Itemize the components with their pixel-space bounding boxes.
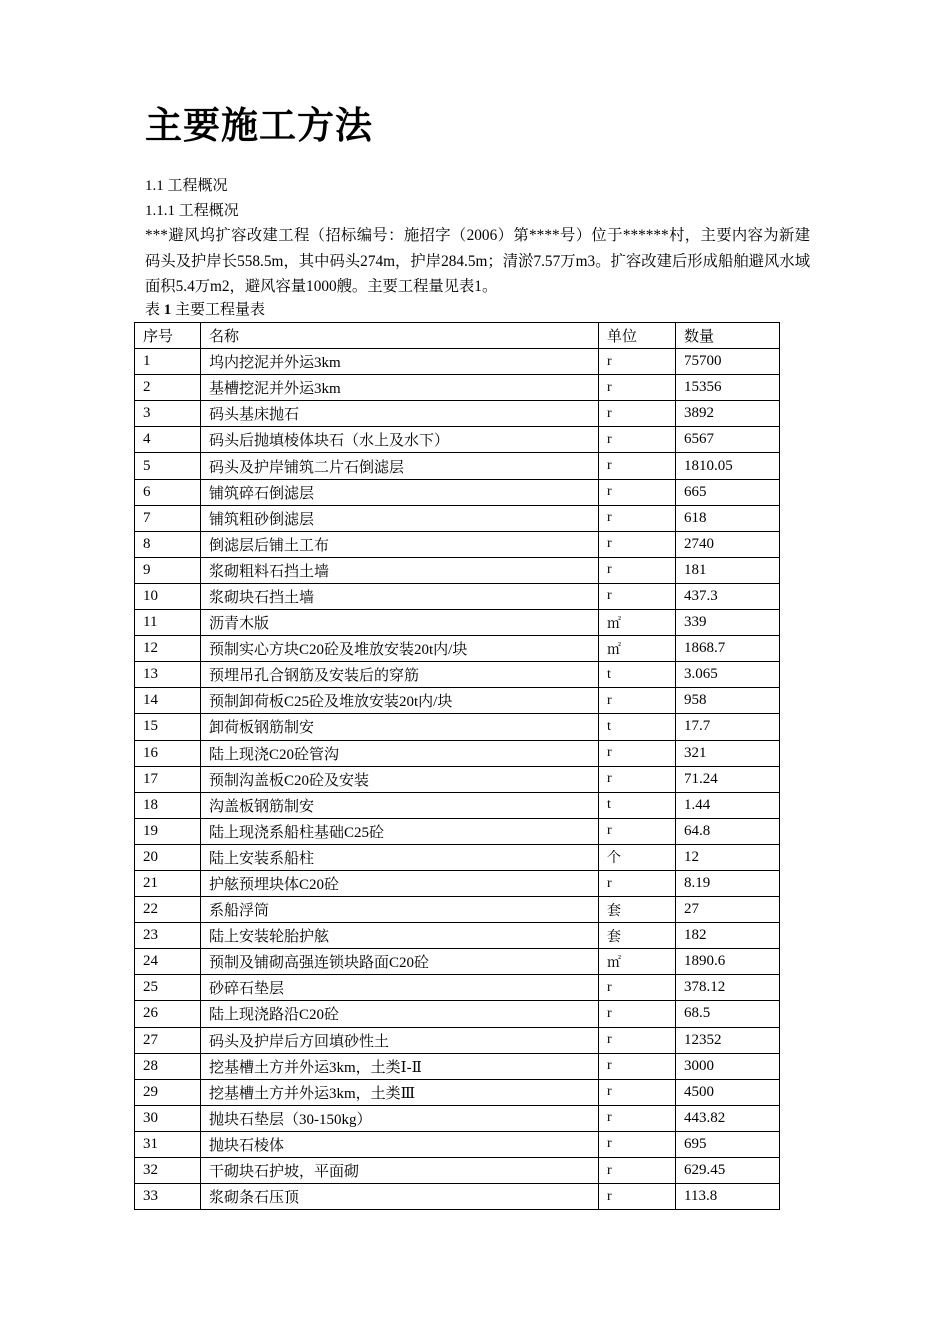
table-row: [135, 818, 780, 844]
header-quantity: 数量: [676, 323, 780, 349]
table-row: [135, 897, 780, 923]
table-row: [135, 505, 780, 531]
cell-name: 卸荷板钢筋制安: [201, 714, 599, 740]
cell-index: 3: [135, 401, 201, 427]
cell-name: 陆上安装轮胎护舷: [201, 923, 599, 949]
cell-index: 20: [135, 844, 201, 870]
cell-quantity: 12352: [676, 1027, 780, 1053]
cell-unit: r: [599, 453, 676, 479]
table-row: [135, 479, 780, 505]
cell-quantity: 68.5: [676, 1001, 780, 1027]
cell-name: 护舷预埋块体C20砼: [201, 870, 599, 896]
cell-unit: r: [599, 766, 676, 792]
section-heading: 1.1 工程概况: [145, 178, 228, 194]
cell-index: 32: [135, 1158, 201, 1184]
cell-quantity: 64.8: [676, 818, 780, 844]
table-row: [135, 531, 780, 557]
cell-index: 26: [135, 1001, 201, 1027]
cell-unit: ㎡: [599, 949, 676, 975]
cell-unit: r: [599, 401, 676, 427]
cell-quantity: 665: [676, 479, 780, 505]
cell-unit: t: [599, 714, 676, 740]
cell-quantity: 378.12: [676, 975, 780, 1001]
table-row: [135, 740, 780, 766]
cell-index: 23: [135, 923, 201, 949]
cell-index: 2: [135, 375, 201, 401]
cell-unit: r: [599, 557, 676, 583]
table-row: [135, 1105, 780, 1131]
cell-quantity: 437.3: [676, 583, 780, 609]
table-row: [135, 349, 780, 375]
cell-quantity: 695: [676, 1131, 780, 1157]
cell-name: 预制及铺砌高强连锁块路面C20砼: [201, 949, 599, 975]
cell-quantity: 3000: [676, 1053, 780, 1079]
header-name: 名称: [201, 323, 599, 349]
cell-index: 8: [135, 531, 201, 557]
cell-index: 18: [135, 792, 201, 818]
cell-index: 13: [135, 662, 201, 688]
cell-unit: r: [599, 583, 676, 609]
cell-name: 预制实心方块C20砼及堆放安装20t内/块: [201, 636, 599, 662]
cell-index: 19: [135, 818, 201, 844]
header-unit: 单位: [599, 323, 676, 349]
cell-index: 11: [135, 610, 201, 636]
cell-quantity: 15356: [676, 375, 780, 401]
cell-unit: r: [599, 870, 676, 896]
cell-quantity: 113.8: [676, 1184, 780, 1210]
cell-quantity: 75700: [676, 349, 780, 375]
cell-name: 挖基槽土方并外运3km，土类Ⅲ: [201, 1079, 599, 1105]
cell-quantity: 321: [676, 740, 780, 766]
cell-quantity: 443.82: [676, 1105, 780, 1131]
cell-quantity: 3892: [676, 401, 780, 427]
table-row: [135, 557, 780, 583]
cell-unit: r: [599, 1079, 676, 1105]
cell-name: 码头及护岸铺筑二片石倒滤层: [201, 453, 599, 479]
cell-unit: r: [599, 349, 676, 375]
cell-index: 9: [135, 557, 201, 583]
cell-quantity: 2740: [676, 531, 780, 557]
cell-unit: r: [599, 505, 676, 531]
document-title: 主要施工方法: [145, 104, 373, 147]
cell-name: 砂碎石垫层: [201, 975, 599, 1001]
table-row: [135, 583, 780, 609]
table-row: [135, 610, 780, 636]
table-header-row: [135, 323, 780, 349]
cell-unit: 套: [599, 923, 676, 949]
table-row: [135, 1079, 780, 1105]
cell-quantity: 1810.05: [676, 453, 780, 479]
cell-unit: 套: [599, 897, 676, 923]
cell-name: 沟盖板钢筋制安: [201, 792, 599, 818]
cell-quantity: 1868.7: [676, 636, 780, 662]
cell-quantity: 27: [676, 897, 780, 923]
cell-name: 抛块石垫层（30-150kg）: [201, 1105, 599, 1131]
cell-name: 码头基床抛石: [201, 401, 599, 427]
cell-unit: r: [599, 975, 676, 1001]
table-caption-text: 主要工程量表: [175, 302, 266, 318]
table-row: [135, 1158, 780, 1184]
cell-quantity: 71.24: [676, 766, 780, 792]
cell-name: 铺筑碎石倒滤层: [201, 479, 599, 505]
cell-unit: r: [599, 479, 676, 505]
header-index: 序号: [135, 323, 201, 349]
table-row: [135, 714, 780, 740]
table-row: [135, 844, 780, 870]
cell-quantity: 4500: [676, 1079, 780, 1105]
cell-index: 10: [135, 583, 201, 609]
cell-quantity: 958: [676, 688, 780, 714]
table-row: [135, 1053, 780, 1079]
table-caption-number: 1: [163, 302, 172, 318]
cell-name: 码头及护岸后方回填砂性土: [201, 1027, 599, 1053]
cell-index: 31: [135, 1131, 201, 1157]
quantity-table: [134, 322, 780, 1210]
cell-name: 系船浮筒: [201, 897, 599, 923]
cell-unit: r: [599, 427, 676, 453]
table-row: [135, 1184, 780, 1210]
table-caption: [145, 300, 265, 320]
cell-quantity: 629.45: [676, 1158, 780, 1184]
cell-index: 1: [135, 349, 201, 375]
cell-name: 预制沟盖板C20砼及安装: [201, 766, 599, 792]
cell-index: 28: [135, 1053, 201, 1079]
table-row: [135, 870, 780, 896]
cell-index: 30: [135, 1105, 201, 1131]
cell-unit: t: [599, 792, 676, 818]
cell-quantity: 339: [676, 610, 780, 636]
cell-quantity: 8.19: [676, 870, 780, 896]
cell-quantity: 3.065: [676, 662, 780, 688]
table-row: [135, 401, 780, 427]
cell-quantity: 181: [676, 557, 780, 583]
cell-name: 倒滤层后铺土工布: [201, 531, 599, 557]
cell-unit: r: [599, 1027, 676, 1053]
table-row: [135, 766, 780, 792]
cell-name: 浆砌粗料石挡土墙: [201, 557, 599, 583]
table-row: [135, 453, 780, 479]
cell-name: 干砌块石护坡，平面砌: [201, 1158, 599, 1184]
cell-name: 沥青木版: [201, 610, 599, 636]
table-row: [135, 375, 780, 401]
cell-unit: r: [599, 375, 676, 401]
cell-unit: t: [599, 662, 676, 688]
cell-unit: r: [599, 688, 676, 714]
cell-unit: 个: [599, 844, 676, 870]
cell-index: 22: [135, 897, 201, 923]
cell-index: 17: [135, 766, 201, 792]
cell-name: 预制卸荷板C25砼及堆放安装20t内/块: [201, 688, 599, 714]
cell-index: 16: [135, 740, 201, 766]
cell-unit: r: [599, 531, 676, 557]
cell-unit: r: [599, 1131, 676, 1157]
cell-index: 27: [135, 1027, 201, 1053]
cell-name: 铺筑粗砂倒滤层: [201, 505, 599, 531]
cell-quantity: 6567: [676, 427, 780, 453]
table-row: [135, 662, 780, 688]
cell-name: 陆上现浇C20砼管沟: [201, 740, 599, 766]
cell-quantity: 12: [676, 844, 780, 870]
cell-index: 29: [135, 1079, 201, 1105]
table-row: [135, 975, 780, 1001]
cell-index: 24: [135, 949, 201, 975]
table-row: [135, 636, 780, 662]
cell-index: 12: [135, 636, 201, 662]
cell-quantity: 182: [676, 923, 780, 949]
cell-name: 浆砌条石压顶: [201, 1184, 599, 1210]
cell-unit: ㎡: [599, 610, 676, 636]
cell-index: 25: [135, 975, 201, 1001]
cell-index: 21: [135, 870, 201, 896]
table-row: [135, 1001, 780, 1027]
cell-name: 陆上现浇系船柱基础C25砼: [201, 818, 599, 844]
cell-index: 33: [135, 1184, 201, 1210]
cell-unit: r: [599, 740, 676, 766]
cell-index: 6: [135, 479, 201, 505]
table-row: [135, 1027, 780, 1053]
cell-index: 15: [135, 714, 201, 740]
cell-quantity: 17.7: [676, 714, 780, 740]
cell-index: 7: [135, 505, 201, 531]
overview-paragraph: ***避风坞扩容改建工程（招标编号：施招字（2006）第****号）位于******村，主要内容为新建码头及护岸长558.5m，其中码头274m，护岸284.5m；清淤7.57万m3。扩容改建后形成船舶避风水域面积5.4万m2，避风容量1000艘。主要工程量见表1。: [145, 227, 810, 295]
cell-unit: r: [599, 1053, 676, 1079]
cell-name: 基槽挖泥并外运3km: [201, 375, 599, 401]
cell-index: 14: [135, 688, 201, 714]
table-row: [135, 792, 780, 818]
cell-name: 挖基槽土方并外运3km，土类Ⅰ-Ⅱ: [201, 1053, 599, 1079]
cell-name: 坞内挖泥并外运3km: [201, 349, 599, 375]
cell-name: 陆上安装系船柱: [201, 844, 599, 870]
subsection-heading: 1.1.1 工程概况: [145, 203, 239, 219]
cell-quantity: 1890.6: [676, 949, 780, 975]
cell-name: 抛块石棱体: [201, 1131, 599, 1157]
table-row: [135, 949, 780, 975]
cell-unit: ㎡: [599, 636, 676, 662]
table-row: [135, 688, 780, 714]
cell-name: 预埋吊孔合钢筋及安装后的穿筋: [201, 662, 599, 688]
cell-unit: r: [599, 818, 676, 844]
cell-index: 5: [135, 453, 201, 479]
cell-unit: r: [599, 1105, 676, 1131]
cell-name: 码头后抛填棱体块石（水上及水下）: [201, 427, 599, 453]
table-row: [135, 427, 780, 453]
cell-unit: r: [599, 1158, 676, 1184]
cell-quantity: 618: [676, 505, 780, 531]
cell-name: 浆砌块石挡土墙: [201, 583, 599, 609]
table-body: [135, 349, 780, 1210]
table-caption-prefix: 表: [145, 302, 161, 318]
cell-unit: r: [599, 1184, 676, 1210]
cell-quantity: 1.44: [676, 792, 780, 818]
table-row: [135, 1131, 780, 1157]
cell-unit: r: [599, 1001, 676, 1027]
cell-index: 4: [135, 427, 201, 453]
cell-name: 陆上现浇路沿C20砼: [201, 1001, 599, 1027]
table-row: [135, 923, 780, 949]
